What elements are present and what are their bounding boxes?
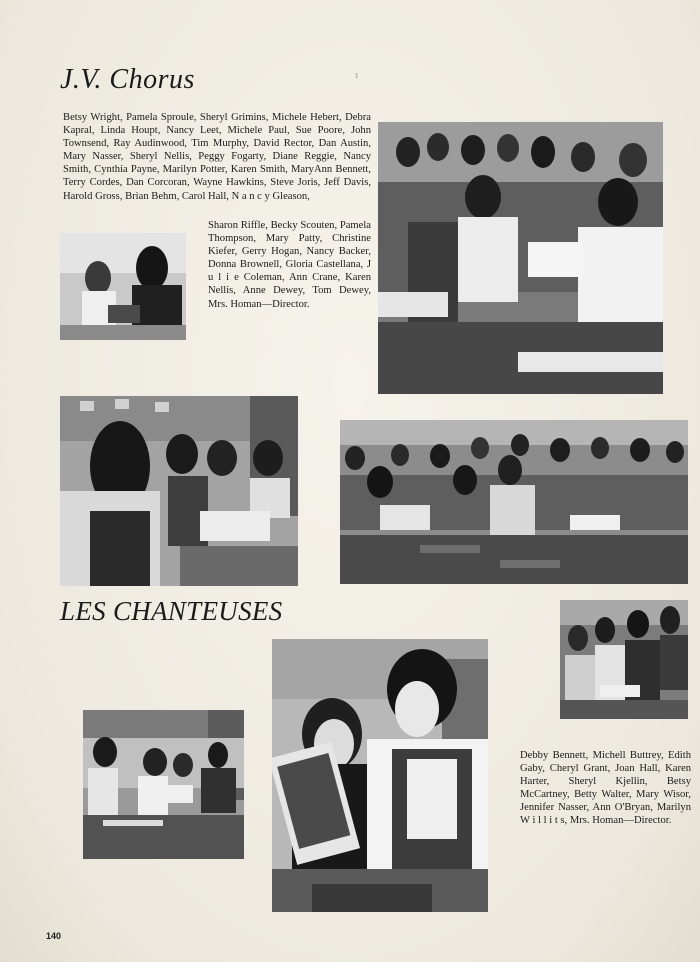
- jv-chorus-names-part2: Sharon Riffle, Becky Scouten, Pamela Thompson, Mary Patty, Christine Kiefer, Gerry Hogan, Nancy Backer, Donna Brownell, Gloria Castellana, J u l i e Coleman, Ann Crane, Karen Nellis, Anne Dewey, Tom Dewey, Mrs. Homan—Director.: [208, 220, 371, 310]
- les-chanteuses-group-photo: [560, 600, 688, 719]
- jv-chorus-class-photo: [378, 122, 663, 394]
- jv-chorus-rows-photo: [340, 420, 688, 584]
- jv-chorus-title: J.V. Chorus: [60, 64, 195, 95]
- les-chanteuses-rehearsal-photo: [83, 710, 244, 859]
- jv-chorus-names-part1: Betsy Wright, Pamela Sproule, Sheryl Grimins, Michele Hebert, Debra Kapral, Linda Houpt, Nancy Leet, Michele Paul, Sue Poore, John Townsend, Ray Audinwood, Tim Murphy, David Rector, Dan Austin, Mary Nasser, Sheryl Nellis, Peggy Fogarty, Diane Reggie, Nancy Smith, Cynthia Payne, Marilyn Potter, Karen Smith, MaryAnn Bennett, Terry Cordes, Dan Corcoran, Wayne Hawkins, Steve Joris, Jeff Davis, Harold Gross, Brian Behm, Carol Hall, N a n c y Gleason,: [63, 112, 371, 202]
- les-chanteuses-title: LES CHANTEUSES: [60, 596, 283, 626]
- margin-mark: 1: [355, 72, 359, 80]
- les-chanteuses-names: Debby Bennett, Michell Buttrey, Edith Gaby, Cheryl Grant, Joan Hall, Karen Harter, Sheryl Kjellin, Betsy McCartney, Betty Walter, Mary Wisor, Jennifer Nasser, Ann O'Bryan, Marilyn W i l l i t s, Mrs. Homan—Director.: [520, 750, 691, 827]
- page-number: 140: [46, 931, 62, 941]
- jv-chorus-small-photo: [60, 233, 186, 340]
- jv-chorus-rehearsal-photo: [60, 396, 298, 586]
- les-chanteuses-closeup-photo: [272, 639, 488, 912]
